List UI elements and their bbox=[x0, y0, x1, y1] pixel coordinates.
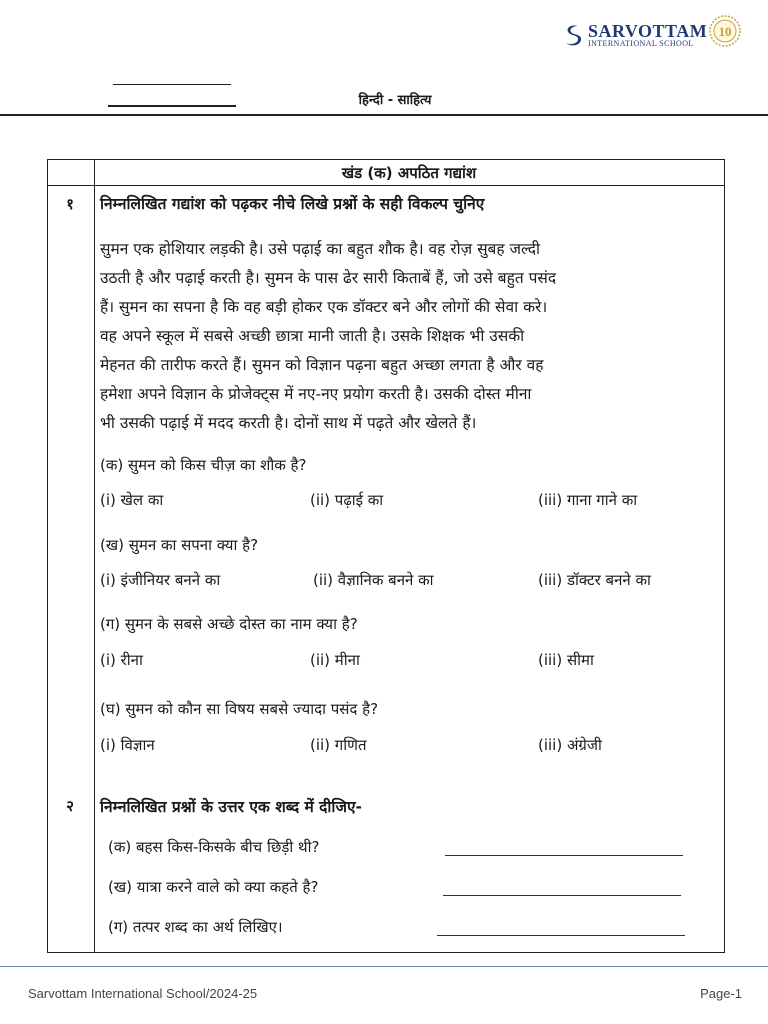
question-2-number: २ bbox=[66, 797, 74, 815]
mcq-option[interactable]: (i) इंजीनियर बनने का bbox=[100, 571, 221, 589]
answer-line[interactable] bbox=[437, 935, 685, 936]
mcq-option[interactable]: (ii) पढ़ाई का bbox=[310, 491, 384, 509]
swoosh-logo-icon bbox=[562, 22, 584, 48]
school-logo bbox=[560, 20, 745, 50]
short-question-kha: (ख) यात्रा करने वाले को क्या कहते है? bbox=[108, 878, 319, 896]
passage-line: हमेशा अपने विज्ञान के प्रोजेक्ट्स में नए-नए प्रयोग करती है। उसकी दोस्त मीना bbox=[100, 385, 532, 403]
badge-number: 10 bbox=[718, 24, 732, 39]
mcq-question-ka: (क) सुमन को किस चीज़ का शौक है? bbox=[100, 456, 307, 474]
mcq-option[interactable]: (iii) डॉक्टर बनने का bbox=[538, 571, 651, 589]
header-row-divider bbox=[48, 185, 724, 186]
logo-name: SARVOTTAM bbox=[588, 21, 708, 41]
mcq-option[interactable]: (ii) गणित bbox=[310, 736, 367, 754]
column-divider bbox=[94, 160, 95, 952]
passage-line: सुमन एक होशियार लड़की है। उसे पढ़ाई का बहुत शौक है। वह रोज़ सुबह जल्दी bbox=[100, 240, 540, 258]
logo-subtitle: INTERNATIONAL SCHOOL bbox=[588, 39, 694, 48]
passage-line: हैं। सुमन का सपना है कि वह बड़ी होकर एक डॉक्टर बने और लोगों की सेवा करे। bbox=[100, 298, 548, 316]
section-title: खंड (क) अपठित गद्यांश bbox=[341, 164, 477, 182]
mcq-option[interactable]: (iii) गाना गाने का bbox=[538, 491, 638, 509]
question-1-title: निम्नलिखित गद्यांश को पढ़कर नीचे लिखे प्रश्नों के सही विकल्प चुनिए bbox=[100, 195, 485, 213]
mcq-question-ga: (ग) सुमन के सबसे अच्छे दोस्त का नाम क्या है? bbox=[100, 615, 358, 633]
mcq-option[interactable]: (ii) वैज्ञानिक बनने का bbox=[313, 571, 434, 589]
passage-line: वह अपने स्कूल में सबसे अच्छी छात्रा मानी जाती है। उसके शिक्षक भी उसकी bbox=[100, 327, 525, 345]
passage-line: उठती है और पढ़ाई करती है। सुमन के पास ढेर सारी किताबें हैं, जो उसे बहुत पसंद bbox=[100, 269, 557, 287]
passage bbox=[100, 236, 718, 439]
mcq-question-kha: (ख) सुमन का सपना क्या है? bbox=[100, 536, 259, 554]
question-1-number: १ bbox=[66, 195, 74, 213]
anniversary-badge-icon bbox=[708, 14, 742, 48]
mcq-option[interactable]: (ii) मीना bbox=[310, 651, 360, 669]
mcq-option[interactable]: (i) रीना bbox=[100, 651, 143, 669]
mcq-option[interactable]: (i) खेल का bbox=[100, 491, 164, 509]
mcq-option[interactable]: (i) विज्ञान bbox=[100, 736, 155, 754]
short-question-ga: (ग) तत्पर शब्द का अर्थ लिखिए। bbox=[108, 918, 283, 936]
name-blank-line bbox=[113, 84, 231, 85]
page-number: Page-1 bbox=[700, 986, 742, 1001]
answer-line[interactable] bbox=[445, 855, 683, 856]
short-question-ka: (क) बहस किस-किसके बीच छिड़ी थी? bbox=[108, 838, 320, 856]
header-divider bbox=[0, 114, 768, 116]
subject-title: हिन्दी - साहित्य bbox=[358, 93, 432, 108]
footer-school-text: Sarvottam International School/2024-25 bbox=[28, 986, 258, 1001]
footer-divider bbox=[0, 966, 768, 967]
question-2-title: निम्नलिखित प्रश्नों के उत्तर एक शब्द में दीजिए- bbox=[100, 798, 362, 816]
answer-line[interactable] bbox=[443, 895, 681, 896]
mcq-question-gha: (घ) सुमन को कौन सा विषय सबसे ज्यादा पसंद है? bbox=[100, 700, 379, 718]
mcq-option[interactable]: (iii) अंग्रेजी bbox=[538, 736, 602, 754]
passage-line: भी उसकी पढ़ाई में मदद करती है। दोनों साथ में पढ़ते और खेलते हैं। bbox=[100, 414, 477, 432]
passage-line: मेहनत की तारीफ करते हैं। सुमन को विज्ञान पढ़ना बहुत अच्छा लगता है और वह bbox=[100, 356, 544, 374]
mcq-option[interactable]: (iii) सीमा bbox=[538, 651, 594, 669]
